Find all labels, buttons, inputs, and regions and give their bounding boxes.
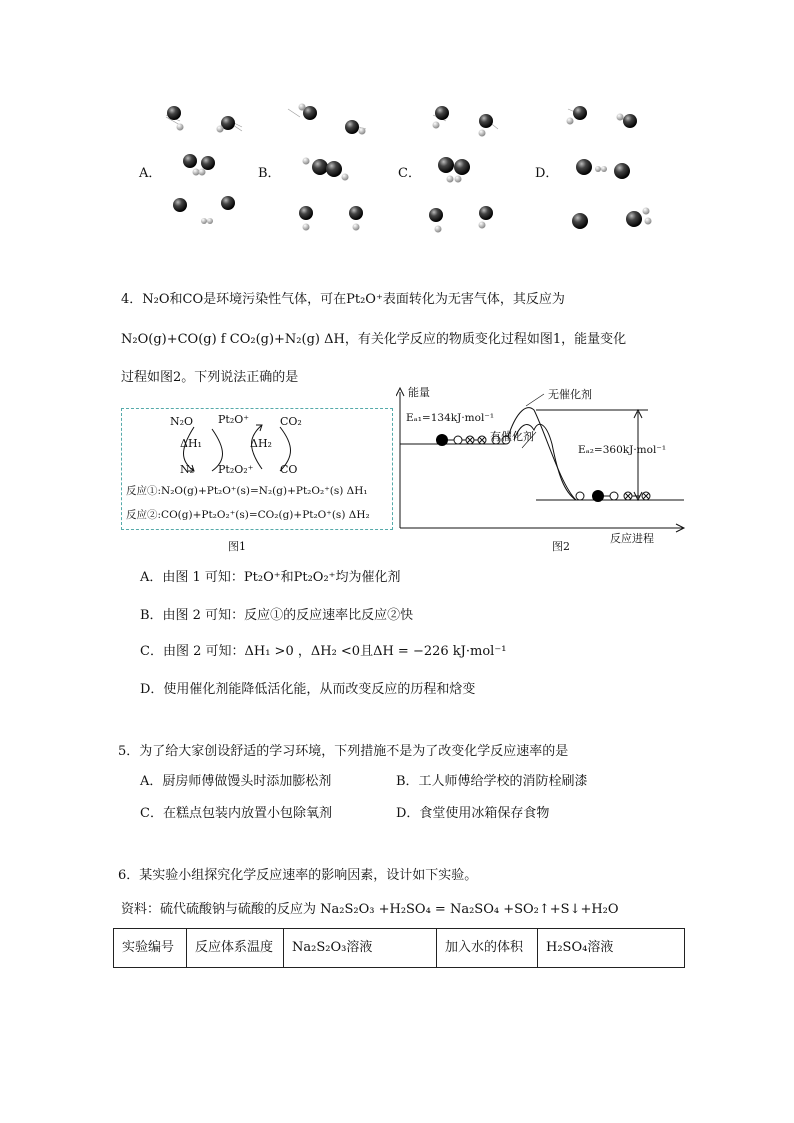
figure-1-box xyxy=(121,408,393,530)
q4-stem-line2-text: ，有关化学反应的物质变化过程如图1，能量变化 xyxy=(344,332,627,347)
q4-option-c: C．由图 2 可知：ΔH₁ >0 ，ΔH₂ <0且ΔH = −226 kJ·mol⁻¹ xyxy=(140,644,507,659)
fig1-pt2o-plus: Pt₂O⁺ xyxy=(218,413,250,426)
q3-molecule-diagrams xyxy=(130,95,700,240)
figure-2-caption: 图2 xyxy=(552,540,570,553)
fig1-dh2: ΔH₂ xyxy=(250,437,272,450)
fig2-with-catalyst-label: 有催化剂 xyxy=(490,430,534,443)
table-header-cell: 实验编号 xyxy=(114,929,187,968)
fig1-reaction-2: 反应②:CO(g)+Pt₂O₂⁺(s)=CO₂(g)+Pt₂O⁺(s) ΔH₂ xyxy=(126,509,370,521)
q6-stem: 6．某实验小组探究化学反应速率的影响因素，设计如下实验。 xyxy=(118,868,478,883)
table-header-cell: H₂SO₄溶液 xyxy=(538,929,685,968)
q3-option-a-label: A． xyxy=(139,166,162,181)
fig2-no-catalyst-label: 无催化剂 xyxy=(548,388,592,401)
table-header-cell: 加入水的体积 xyxy=(437,929,538,968)
q4-option-d: D．使用催化剂能降低活化能，从而改变反应的历程和焓变 xyxy=(140,682,476,697)
fig1-n2o: N₂O xyxy=(170,415,194,428)
q5-stem: 5．为了给大家创设舒适的学习环境，下列措施不是为了改变化学反应速率的是 xyxy=(118,744,569,759)
fig1-dh1: ΔH₁ xyxy=(180,437,202,450)
q5-option-b: B．工人师傅给学校的消防栓刷漆 xyxy=(396,774,588,789)
table-header-cell: Na₂S₂O₃溶液 xyxy=(284,929,437,968)
q6-experiment-table xyxy=(113,928,685,968)
table-header-cell: 反应体系温度 xyxy=(187,929,284,968)
q4-stem-line1: 4．N₂O和CO是环境污染性气体，可在Pt₂O⁺表面转化为无害气体，其反应为 xyxy=(121,292,565,307)
q3-option-c-label: C． xyxy=(398,166,421,181)
q5-option-a: A．厨房师傅做馒头时添加膨松剂 xyxy=(140,774,332,789)
q4-option-b: B．由图 2 可知：反应①的反应速率比反应②快 xyxy=(140,608,414,623)
table-row xyxy=(114,929,685,968)
q4-option-a: A．由图 1 可知：Pt₂O⁺和Pt₂O₂⁺均为催化剂 xyxy=(140,570,401,585)
q5-option-d: D．食堂使用冰箱保存食物 xyxy=(396,806,550,821)
fig1-n2: N₂ xyxy=(180,463,195,476)
q5-option-c: C．在糕点包装内放置小包除氧剂 xyxy=(140,806,332,821)
fig1-reaction-1: 反应①:N₂O(g)+Pt₂O⁺(s)=N₂(g)+Pt₂O₂⁺(s) ΔH₁ xyxy=(126,485,368,497)
fig2-xlabel: 反应进程 xyxy=(610,532,654,545)
figure-1-caption: 图1 xyxy=(228,540,246,553)
fig2-ea1-label: Eₐ₁=134kJ·mol⁻¹ xyxy=(406,412,495,424)
fig1-co: CO xyxy=(280,463,298,476)
figure-2-energy-diagram xyxy=(396,384,690,544)
q4-stem-line2 xyxy=(121,328,626,347)
fig2-ea2-label: Eₐ₂=360kJ·mol⁻¹ xyxy=(578,444,667,456)
q3-option-d-label: D． xyxy=(535,166,559,181)
fig2-ylabel: 能量 xyxy=(408,386,430,399)
fig1-pt2o2-plus: Pt₂O₂⁺ xyxy=(218,463,254,476)
q3-option-b-label: B． xyxy=(258,166,281,181)
q6-info: 资料：硫代硫酸钠与硫酸的反应为 Na₂S₂O₃ +H₂SO₄ = Na₂SO₄ +SO₂↑+S↓+H₂O xyxy=(121,902,619,917)
q4-stem-line3: 过程如图2。下列说法正确的是 xyxy=(121,370,299,385)
q4-reaction-equation: N₂O(g)+CO(g) f CO₂(g)+N₂(g) ΔH xyxy=(121,332,345,347)
fig1-co2: CO₂ xyxy=(280,415,302,428)
